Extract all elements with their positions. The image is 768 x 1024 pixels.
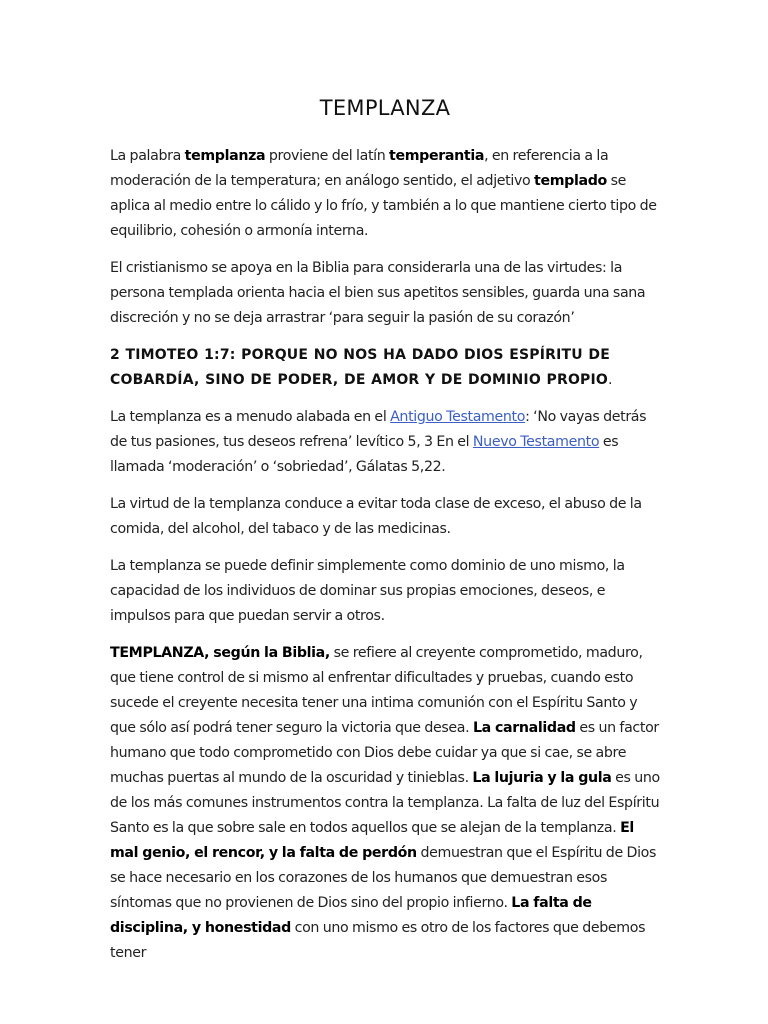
text-span: se aplica al medio entre lo cálido y lo frío, y también a lo que mantiene cierto tipo de equilibrio, cohesión o armonía interna. [110, 173, 657, 239]
text-span: proviene del latín [265, 148, 390, 164]
paragraph-christianity: El cristianismo se apoya en la Biblia para considerarla una de las virtudes: la persona templada orienta hacia el bien sus apetitos sensibles, guarda una sana discreción y no se deja arrastrar ‘para seguir la pasión de su corazón’ [110, 260, 646, 326]
text-span: es uno de los más comunes instrumentos contra la templanza. La falta de luz del Espíritu Santo es la que sobre sale en todos aquellos que se alejan de la templanza. [110, 770, 660, 836]
bold-term: templanza [184, 148, 266, 164]
document-title: TEMPLANZA [319, 96, 451, 120]
verse-end: . [608, 372, 613, 388]
document-page [110, 92, 660, 978]
paragraph-etymology [110, 144, 660, 244]
bold-term: La falta de disciplina, y honestidad [110, 895, 592, 936]
text-span: se refiere al creyente comprometido, maduro, que tiene control de si mismo al enfrentar dificultades y pruebas, cuando esto sucede el creyente necesita tener una intima comunión con el Espíritu Santo y que sólo así podrá tener seguro la victoria que desea. [110, 645, 643, 736]
paragraph-testaments [110, 405, 660, 480]
bold-term: El mal genio, el rencor, y la falta de perdón [110, 820, 634, 861]
bold-term: templado [534, 173, 607, 189]
text-span: con uno mismo es otro de los factores que debemos tener [110, 920, 646, 961]
link-nuevo-testamento[interactable]: Nuevo Testamento [472, 434, 600, 450]
text-span: es llamada ‘moderación’ o ‘sobriedad’, Gálatas 5,22. [110, 434, 619, 475]
link-antiguo-testamento[interactable]: Antiguo Testamento [390, 409, 526, 425]
bold-term: temperantia [389, 148, 485, 164]
text-span: es un factor humano que todo comprometido con Dios debe cuidar ya que si cae, se abre muchas puertas al mundo de la oscuridad y tinieblas. [110, 720, 659, 786]
bold-term: TEMPLANZA, según la Biblia, [110, 645, 330, 661]
text-span: demuestran que el Espíritu de Dios se hace necesario en los corazones de los humanos que demuestran esos síntomas que no provienen de Dios sino del propio infierno. [110, 845, 657, 911]
text-span: La templanza es a menudo alabada en el [110, 409, 391, 425]
bible-verse [110, 343, 660, 393]
text-span: , en referencia a la moderación de la temperatura; en análogo sentido, el adjetivo [110, 148, 609, 189]
paragraph-biblia [110, 641, 660, 966]
verse-text: 2 TIMOTEO 1:7: PORQUE NO NOS HA DADO DIOS ESPÍRITU DE COBARDÍA, SINO DE PODER, DE AMOR Y DE DOMINIO PROPIO [110, 347, 611, 388]
paragraph-virtue: La virtud de la templanza conduce a evitar toda clase de exceso, el abuso de la comida, del alcohol, del tabaco y de las medicinas. [110, 496, 642, 537]
paragraph-definition: La templanza se puede definir simplemente como dominio de uno mismo, la capacidad de los individuos de dominar sus propias emociones, deseos, e impulsos para que puedan servir a otros. [110, 558, 625, 624]
bold-term: La carnalidad [472, 720, 576, 736]
bold-term: La lujuria y la gula [472, 770, 612, 786]
text-span: : ‘No vayas detrás de tus pasiones, tus deseos refrena’ levítico 5, 3 En el [110, 409, 647, 450]
text-span: La palabra [110, 148, 185, 164]
